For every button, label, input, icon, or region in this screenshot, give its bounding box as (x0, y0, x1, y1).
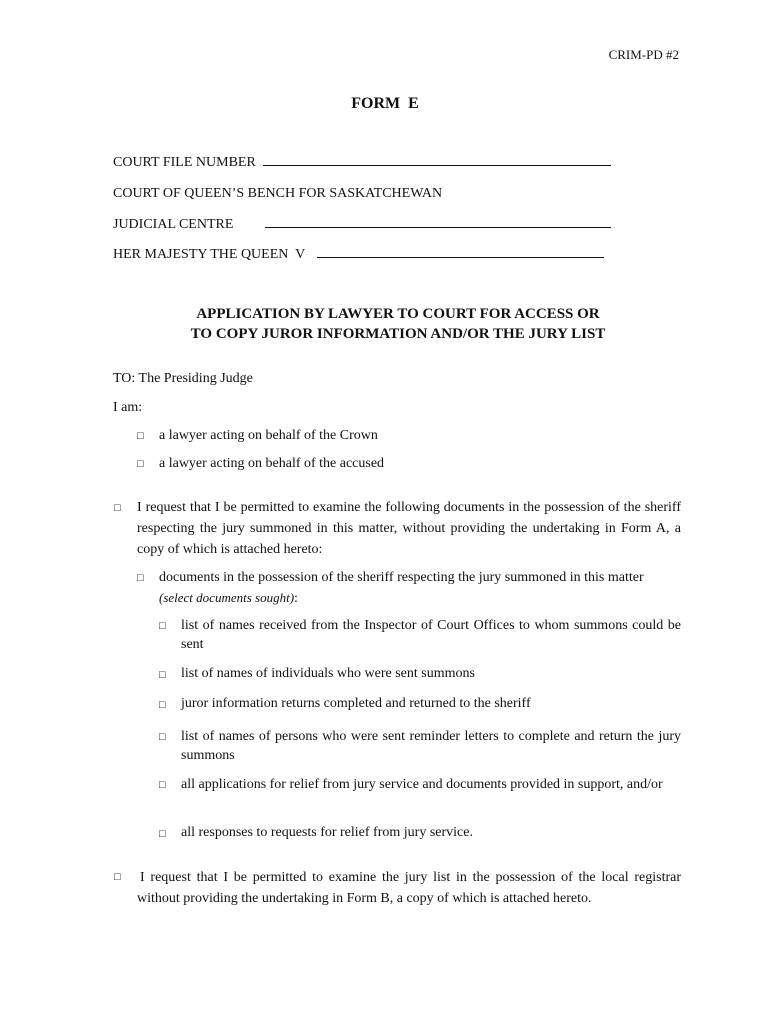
judicial-centre-label: JUDICIAL CENTRE (113, 217, 234, 232)
court-file-number-label: COURT FILE NUMBER (113, 155, 256, 170)
court-name: COURT OF QUEEN’S BENCH FOR SASKATCHEWAN (113, 186, 443, 201)
accused-checkbox[interactable]: □ (137, 458, 144, 470)
request-examine-documents-checkbox[interactable]: □ (114, 502, 121, 514)
documents-option-note-text: (select documents sought) (159, 590, 295, 605)
application-title (0, 304, 770, 344)
request-examine-jury-list-checkbox[interactable]: □ (114, 871, 121, 883)
document-item-checkbox[interactable]: □ (159, 731, 166, 743)
documents-option-note (159, 590, 298, 607)
document-item-label: list of names received from the Inspector of Court Offices to whom summons could be sent (181, 618, 681, 652)
documents-option-label: documents in the possession of the sheriff respecting the jury summoned in this matter (159, 570, 644, 585)
form-reference: CRIM-PD #2 (608, 47, 679, 62)
document-item-checkbox[interactable]: □ (159, 699, 166, 711)
document-item-checkbox[interactable]: □ (159, 620, 166, 632)
crown-checkbox[interactable]: □ (137, 430, 144, 442)
judicial-centre-field[interactable] (265, 226, 611, 228)
crown-option-label: a lawyer acting on behalf of the Crown (159, 428, 378, 443)
accused-option-label: a lawyer acting on behalf of the accused (159, 456, 385, 471)
judicial-centre-row (113, 217, 611, 233)
document-item-checkbox[interactable]: □ (159, 828, 166, 840)
request-examine-jury-list-text: I request that I be permitted to examine the jury list in the possession of the local registrar without providing the undertaking in Form B, a copy of which is attached hereto. (137, 870, 681, 906)
court-file-number-row (113, 155, 611, 171)
application-title-line-2: TO COPY JUROR INFORMATION AND/OR THE JURY LIST (190, 326, 606, 342)
addressee-line: TO: The Presiding Judge (113, 371, 253, 386)
form-title: FORM E (351, 95, 419, 112)
document-item-label: all responses to requests for relief from jury service. (181, 825, 473, 840)
application-title-line-1: APPLICATION BY LAWYER TO COURT FOR ACCESS OR (196, 306, 600, 322)
document-item-label: juror information returns completed and returned to the sheriff (181, 696, 531, 711)
document-item-label: all applications for relief from jury service and documents provided in support, and/or (181, 777, 663, 792)
document-item-label: list of names of individuals who were sent summons (181, 666, 475, 681)
parties-row (113, 247, 604, 263)
accused-name-field[interactable] (317, 256, 604, 258)
i-am-label: I am: (113, 400, 143, 415)
document-item-checkbox[interactable]: □ (159, 669, 166, 681)
documents-option-checkbox[interactable]: □ (137, 572, 144, 584)
court-file-number-field[interactable] (263, 164, 611, 166)
document-item-checkbox[interactable]: □ (159, 779, 166, 791)
request-examine-documents-text: I request that I be permitted to examine the following documents in the possession of the sheriff respecting the jury summoned in this matter, without providing the undertaking in Form A, a copy of which is attached hereto: (137, 500, 681, 557)
documents-option-note-colon: : (294, 591, 298, 606)
document-item-label: list of names of persons who were sent reminder letters to complete and return the jury summons (181, 729, 681, 763)
parties-label: HER MAJESTY THE QUEEN V (113, 247, 305, 262)
